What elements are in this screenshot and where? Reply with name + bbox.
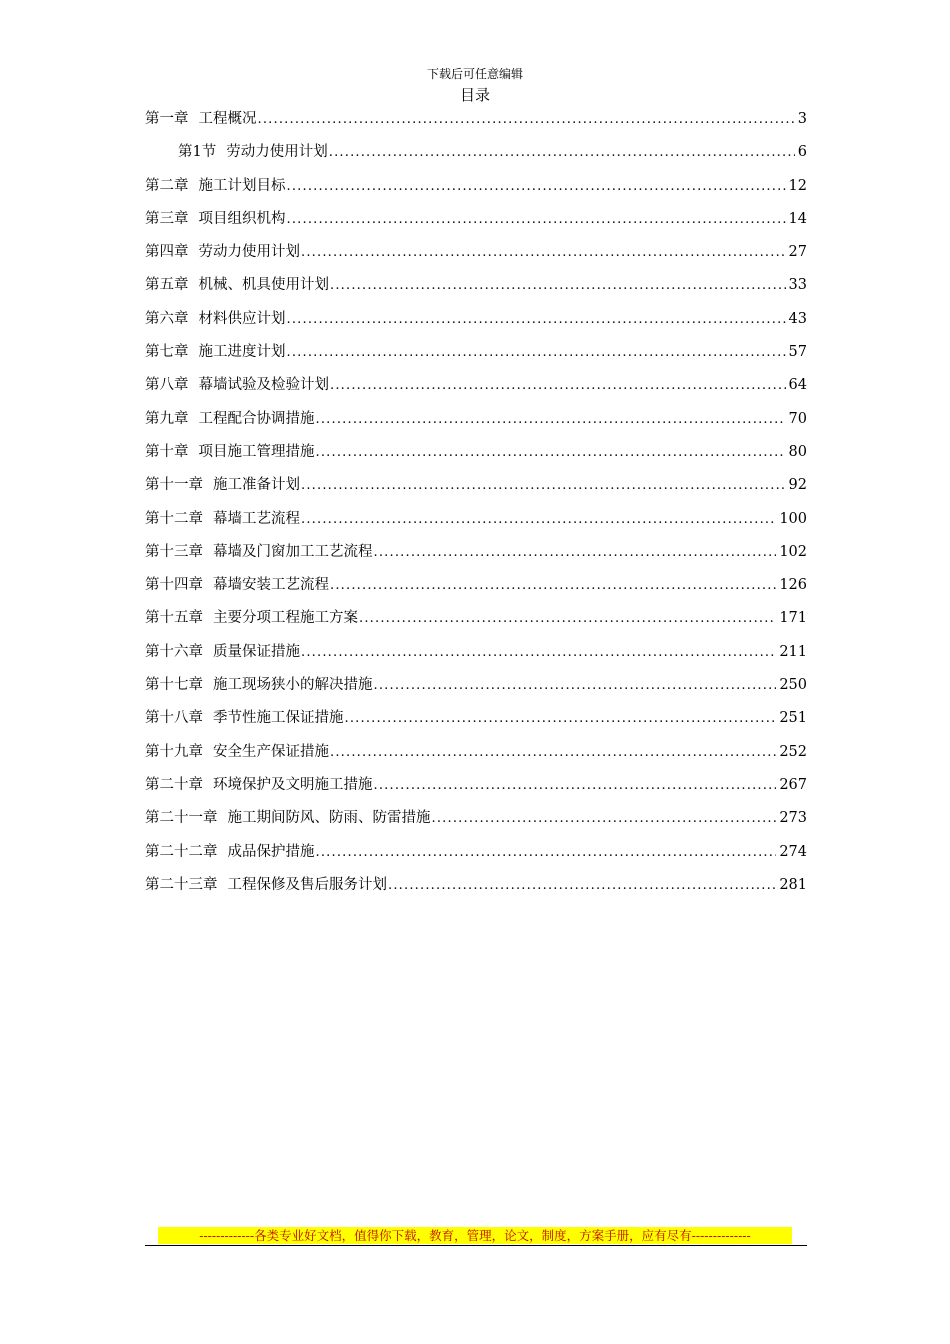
toc-entry[interactable] xyxy=(145,108,807,141)
toc-chapter-label: 第二十一章 xyxy=(145,810,218,827)
toc-page-number: 102 xyxy=(779,543,807,560)
toc-chapter-label: 第十九章 xyxy=(145,743,203,760)
header-note: 下载后可任意编辑 xyxy=(426,67,523,81)
toc-entry[interactable] xyxy=(145,175,807,208)
toc-page-number: 33 xyxy=(788,277,807,294)
toc-page-number: 70 xyxy=(788,410,807,427)
toc-chapter-label: 第十四章 xyxy=(145,577,203,594)
toc-entry[interactable] xyxy=(145,674,807,707)
toc-page-number: 100 xyxy=(779,510,807,527)
toc-entry[interactable] xyxy=(145,374,807,407)
toc-leader-dots xyxy=(329,142,795,164)
toc-chapter-label: 第十三章 xyxy=(145,543,203,560)
table-of-contents xyxy=(145,108,807,907)
toc-entry-title: 环境保护及文明施工措施 xyxy=(213,776,373,793)
toc-leader-dots xyxy=(301,642,776,664)
toc-page-number: 14 xyxy=(788,210,807,227)
toc-leader-dots xyxy=(330,375,786,397)
toc-leader-dots xyxy=(374,775,777,797)
toc-entry-title: 劳动力使用计划 xyxy=(198,244,300,261)
toc-entry[interactable] xyxy=(145,441,807,474)
toc-leader-dots xyxy=(301,509,776,531)
toc-entry-title: 施工准备计划 xyxy=(213,477,300,494)
footer-divider xyxy=(145,1245,807,1246)
toc-entry[interactable] xyxy=(145,241,807,274)
toc-page-number: 80 xyxy=(788,443,807,460)
toc-entry-title: 工程概况 xyxy=(198,111,257,127)
toc-page-number: 3 xyxy=(797,111,807,127)
toc-leader-dots xyxy=(316,842,777,864)
toc-chapter-label: 第十七章 xyxy=(145,677,203,694)
toc-leader-dots xyxy=(301,475,786,497)
toc-entry[interactable] xyxy=(145,874,807,907)
toc-page-number: 211 xyxy=(779,643,807,660)
toc-leader-dots xyxy=(316,409,786,431)
toc-leader-dots xyxy=(301,242,786,264)
toc-leader-dots xyxy=(330,742,776,764)
toc-entry-title: 项目组织机构 xyxy=(198,210,286,227)
toc-chapter-label: 第十八章 xyxy=(145,710,203,727)
toc-entry-title: 施工期间防风、防雨、防雷措施 xyxy=(227,810,431,827)
toc-leader-dots xyxy=(316,442,786,464)
toc-entry-title: 成品保护措施 xyxy=(227,843,315,860)
toc-leader-dots xyxy=(287,309,786,331)
toc-chapter-label: 第十五章 xyxy=(145,610,203,627)
toc-entry-title: 幕墙及门窗加工工艺流程 xyxy=(213,543,373,560)
toc-leader-dots xyxy=(287,342,786,364)
toc-chapter-label: 第十一章 xyxy=(145,477,203,494)
toc-page-number: 6 xyxy=(797,144,807,161)
toc-entry-title: 施工进度计划 xyxy=(198,344,286,361)
toc-entry-title: 安全生产保证措施 xyxy=(213,743,329,760)
toc-entry-title: 劳动力使用计划 xyxy=(226,144,328,161)
toc-entry[interactable] xyxy=(145,741,807,774)
toc-page-number: 267 xyxy=(779,776,807,793)
toc-entry-title: 幕墙试验及检验计划 xyxy=(198,377,329,394)
toc-chapter-label: 第七章 xyxy=(145,344,189,361)
toc-page-number: 281 xyxy=(779,876,807,893)
toc-chapter-label: 第十六章 xyxy=(145,643,203,660)
toc-entry[interactable] xyxy=(145,508,807,541)
toc-page-number: 57 xyxy=(788,344,807,361)
toc-leader-dots xyxy=(374,542,777,564)
toc-entry-title: 机械、机具使用计划 xyxy=(198,277,329,294)
toc-page-number: 251 xyxy=(779,710,807,727)
toc-chapter-label: 第十章 xyxy=(145,443,189,460)
toc-leader-dots xyxy=(432,808,777,830)
toc-entry[interactable] xyxy=(145,641,807,674)
toc-leader-dots xyxy=(359,608,776,630)
toc-chapter-label: 第十二章 xyxy=(145,510,203,527)
toc-entry-title: 幕墙安装工艺流程 xyxy=(213,577,329,594)
toc-leader-dots xyxy=(345,708,777,730)
toc-chapter-label: 第六章 xyxy=(145,310,189,327)
toc-leader-dots xyxy=(374,675,777,697)
toc-leader-dots xyxy=(330,275,786,297)
toc-entry[interactable] xyxy=(145,841,807,874)
toc-entry-title: 施工计划目标 xyxy=(198,177,286,194)
toc-leader-dots xyxy=(287,176,786,198)
toc-entry[interactable] xyxy=(145,274,807,307)
toc-chapter-label: 第八章 xyxy=(145,377,189,394)
toc-page-number: 43 xyxy=(788,310,807,327)
toc-entry-title: 质量保证措施 xyxy=(213,643,300,660)
toc-chapter-label: 第五章 xyxy=(145,277,189,294)
toc-entry-title: 季节性施工保证措施 xyxy=(213,710,344,727)
toc-title: 目录 xyxy=(459,86,490,104)
toc-entry-title: 施工现场狭小的解决措施 xyxy=(213,677,373,694)
toc-entry-title: 幕墙工艺流程 xyxy=(213,510,300,527)
toc-page-number: 126 xyxy=(779,577,807,594)
toc-entry[interactable] xyxy=(145,474,807,507)
footer-banner: -------------各类专业好文档，值得你下载，教育，管理，论文，制度，方案手册，应有尽有-------------- xyxy=(158,1227,792,1244)
toc-chapter-label: 第四章 xyxy=(145,244,189,261)
toc-chapter-label: 第二十三章 xyxy=(145,876,218,893)
toc-leader-dots xyxy=(287,209,786,231)
toc-page-number: 273 xyxy=(779,810,807,827)
toc-entry-title: 主要分项工程施工方案 xyxy=(213,610,358,627)
toc-page-number: 274 xyxy=(779,843,807,860)
toc-page-number: 252 xyxy=(779,743,807,760)
toc-page-number: 27 xyxy=(788,244,807,261)
toc-page-number: 92 xyxy=(788,477,807,494)
toc-page-number: 171 xyxy=(779,610,807,627)
toc-entry[interactable] xyxy=(145,141,807,174)
toc-chapter-label: 第二十二章 xyxy=(145,843,218,860)
toc-page-number: 250 xyxy=(779,677,807,694)
toc-entry[interactable] xyxy=(145,707,807,740)
toc-chapter-label: 第二章 xyxy=(145,177,189,194)
toc-leader-dots xyxy=(258,109,795,131)
toc-entry[interactable] xyxy=(145,774,807,807)
toc-chapter-label: 第二十章 xyxy=(145,776,203,793)
toc-entry-title: 工程保修及售后服务计划 xyxy=(227,876,387,893)
toc-page-number: 12 xyxy=(788,177,807,194)
toc-entry[interactable] xyxy=(145,607,807,640)
toc-entry-title: 项目施工管理措施 xyxy=(198,443,315,460)
toc-entry[interactable] xyxy=(145,341,807,374)
toc-entry[interactable] xyxy=(145,807,807,840)
toc-entry[interactable] xyxy=(145,541,807,574)
toc-leader-dots xyxy=(388,875,776,897)
toc-entry[interactable] xyxy=(145,408,807,441)
toc-page-number: 64 xyxy=(788,377,807,394)
toc-chapter-label: 第一章 xyxy=(145,111,189,127)
toc-chapter-label: 第九章 xyxy=(145,410,189,427)
toc-chapter-label: 第三章 xyxy=(145,210,189,227)
toc-entry-title: 材料供应计划 xyxy=(198,310,286,327)
toc-entry-title: 工程配合协调措施 xyxy=(198,410,315,427)
toc-section-label: 第1节 xyxy=(178,144,217,161)
toc-entry[interactable] xyxy=(145,574,807,607)
toc-entry[interactable] xyxy=(145,208,807,241)
toc-entry[interactable] xyxy=(145,308,807,341)
toc-leader-dots xyxy=(330,575,776,597)
